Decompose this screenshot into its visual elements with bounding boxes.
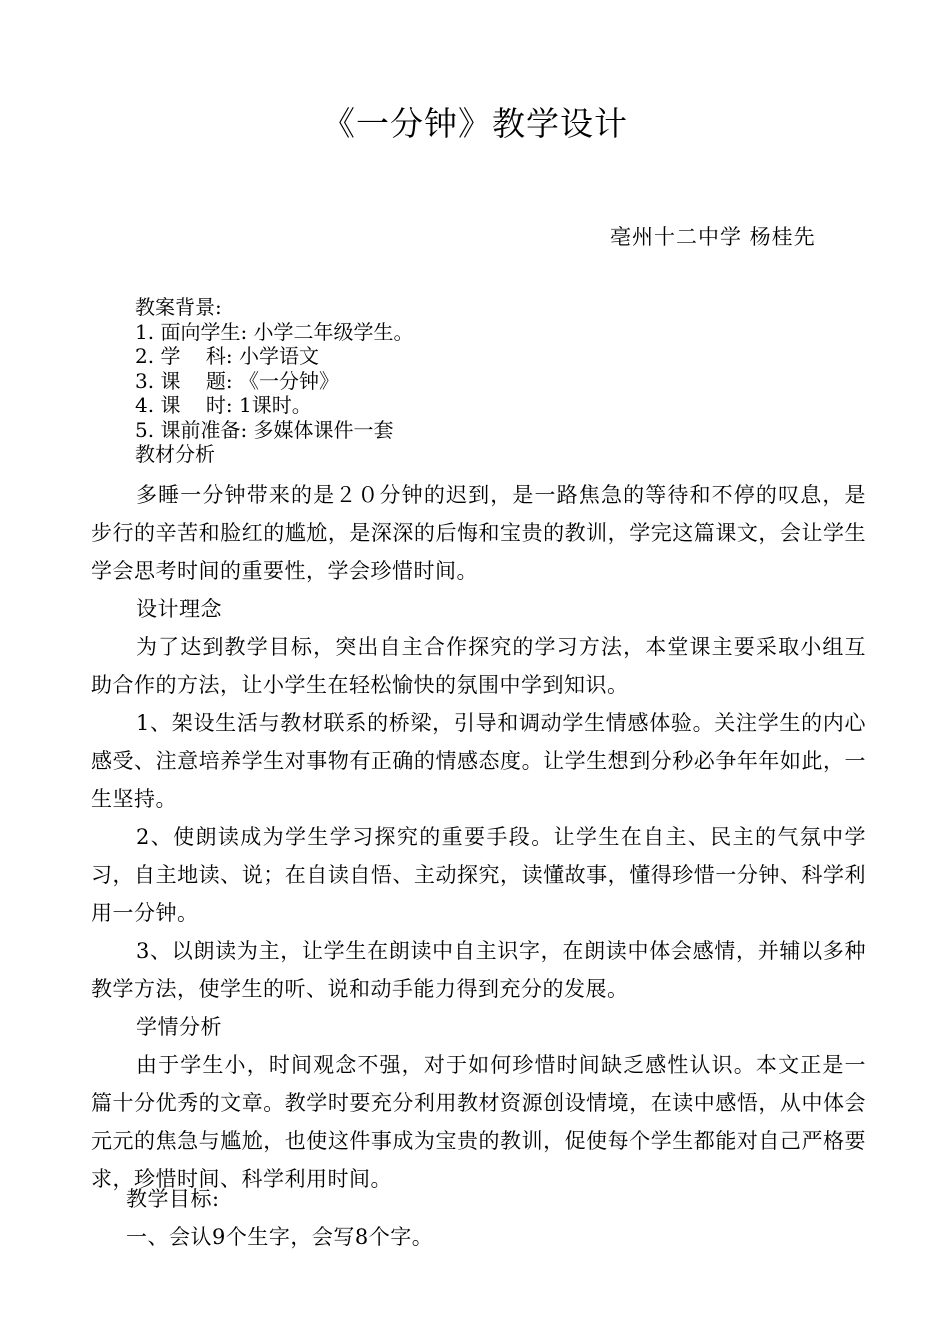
learner-heading: 学情分析 [136, 1015, 222, 1039]
document-title: 《一分钟》教学设计 [322, 104, 628, 143]
concept-point-3: 3、以朗读为主，让学生在朗读中自主识字，在朗读中体会感情，并辅以多种教学方法，使学生的听、说和动手能力得到充分的发展。 [91, 939, 866, 1001]
background-item: 3. 课 题: 《一分钟》 [135, 368, 339, 393]
goal-heading: 教学目标: [126, 1187, 220, 1211]
concept-heading: 设计理念 [136, 597, 222, 621]
background-item: 2. 学 科: 小学语文 [135, 344, 319, 368]
concept-point-2: 2、使朗读成为学生学习探究的重要手段。让学生在自主、民主的气氛中学习，自主地读、说；在自读自悟、主动探究，读懂故事，懂得珍惜一分钟、科学利用一分钟。 [91, 825, 866, 925]
author-line: 亳州十二中学 杨桂先 [610, 225, 816, 249]
concept-paragraph: 为了达到教学目标，突出自主合作探究的学习方法，本堂课主要采取小组互助合作的方法，让小学生在轻松愉快的氛围中学到知识。 [91, 635, 866, 697]
background-item: 5. 课前准备: 多媒体课件一套 [135, 417, 394, 442]
material-paragraph: 多睡一分钟带来的是２０分钟的迟到，是一路焦急的等待和不停的叹息，是步行的辛苦和脸红的尴尬，是深深的后悔和宝贵的教训，学完这篇课文，会让学生学会思考时间的重要性，学会珍惜时间。 [91, 483, 866, 583]
lesson-background-block [135, 295, 414, 467]
learner-paragraph: 由于学生小，时间观念不强，对于如何珍惜时间缺乏感性认识。本文正是一篇十分优秀的文章。教学时要充分利用教材资源创设情境，在读中感悟，从中体会元元的焦急与尴尬，也使这件事成为宝贵的教训，促使每个学生都能对自己严格要求，珍惜时间、科学利用时间。 [91, 1053, 866, 1191]
concept-point-1: 1、架设生活与教材联系的桥梁，引导和调动学生情感体验。关注学生的内心感受、注意培养学生对事物有正确的情感态度。让学生想到分秒必争年年如此，一生坚持。 [91, 711, 866, 811]
background-item: 4. 课 时: 1课时。 [135, 393, 312, 417]
background-heading: 教案背景: [135, 295, 222, 319]
material-heading: 教材分析 [135, 442, 215, 466]
goal-item: 一、会认9个生字，会写8个字。 [126, 1225, 434, 1249]
background-item: 1. 面向学生: 小学二年级学生。 [135, 319, 414, 344]
